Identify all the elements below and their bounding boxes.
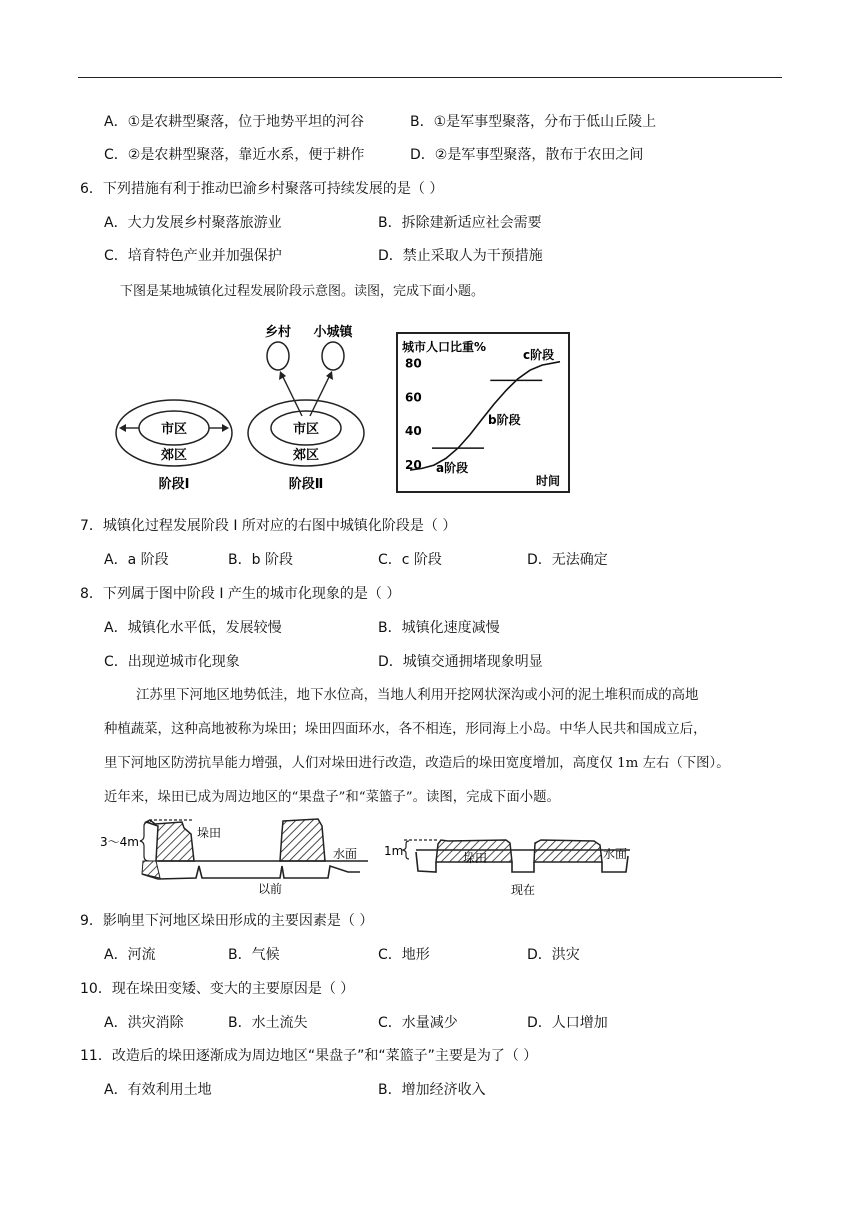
series-line-urban-ratio <box>410 362 560 470</box>
stage2-village-label: 乡村 <box>264 325 292 340</box>
y-tick-label: 20 <box>405 458 422 473</box>
urbanization-curve-chart <box>396 332 571 494</box>
q7-option-d: D．无法确定 <box>527 552 608 568</box>
q7-stem: 7．城镇化过程发展阶段 I 所对应的右图中城镇化阶段是（ ） <box>80 518 457 534</box>
chart-ylabel: 城市人口比重% <box>402 340 487 354</box>
q9-stem: 9．影响里下河地区垛田形成的主要因素是（ ） <box>80 913 374 929</box>
q7-option-c: C．c 阶段 <box>378 552 442 568</box>
annotation-a-stage: a阶段 <box>436 461 469 475</box>
q9-option-a: A．河流 <box>104 947 156 963</box>
stage1-group <box>116 400 232 492</box>
annotation-c-stage: c阶段 <box>523 348 555 362</box>
urban-stage-diagram <box>110 318 380 496</box>
now-water-label: 水面 <box>603 847 628 861</box>
stage1-ring-label: 郊区 <box>160 448 188 463</box>
y-tick-label: 80 <box>405 356 422 371</box>
q6-option-c: C．培育特色产业并加强保护 <box>104 248 282 264</box>
y-tick-label: 40 <box>405 424 422 439</box>
before-caption: 以前 <box>258 882 283 896</box>
chart-xlabel: 时间 <box>536 474 561 488</box>
passage-line-4: 近年来，垛田已成为周边地区的“果盘子”和“菜篮子”。读图，完成下面小题。 <box>104 790 560 805</box>
q5-option-c: C．②是农耕型聚落，靠近水系，便于耕作 <box>104 147 365 163</box>
q8-option-c: C．出现逆城市化现象 <box>104 654 240 670</box>
annotation-b-stage: b阶段 <box>488 413 521 427</box>
q8-stem: 8．下列属于图中阶段 I 产生的城市化现象的是（ ） <box>80 586 401 602</box>
duotian-diagram <box>98 814 638 897</box>
q6-option-b: B．拆除建新适应社会需要 <box>378 215 542 231</box>
y-tick-label: 60 <box>405 390 422 405</box>
stage1-center-label: 市区 <box>160 422 188 437</box>
q10-option-c: C．水量减少 <box>378 1015 458 1031</box>
before-height-label: 3～4m <box>100 835 139 849</box>
q11-stem: 11．改造后的垛田逐渐成为周边地区“果盘子”和“菜篮子”主要是为了（ ） <box>80 1048 538 1064</box>
q7-option-a: A．a 阶段 <box>104 552 169 568</box>
stage2-center-label: 市区 <box>292 422 320 437</box>
passage-line-1: 江苏里下河地区地势低洼，地下水位高，当地人利用开挖网状深沟或小河的泥土堆积而成的高地 <box>136 688 699 703</box>
now-caption: 现在 <box>511 883 536 897</box>
before-land-label: 垛田 <box>197 826 222 840</box>
q5-option-d: D．②是军事型聚落，散布于农田之间 <box>410 147 644 163</box>
q6-option-a: A．大力发展乡村聚落旅游业 <box>104 215 282 231</box>
q11-option-b: B．增加经济收入 <box>378 1082 486 1098</box>
passage-line-3: 里下河地区防涝抗旱能力增强，人们对垛田进行改造，改造后的垛田宽度增加，高度仅 1m 左右（下图）。 <box>104 756 730 771</box>
urban-intro: 下图是某地城镇化过程发展阶段示意图。读图，完成下面小题。 <box>120 284 485 299</box>
before-water-label: 水面 <box>333 847 358 861</box>
q7-option-b: B．b 阶段 <box>228 552 293 568</box>
duotian-before <box>100 819 368 896</box>
header-rule <box>78 77 782 78</box>
passage-line-2: 种植蔬菜，这种高地被称为垛田；垛田四面环水，各不相连，形同海上小岛。中华人民共和国成立后， <box>104 722 707 737</box>
q10-option-b: B．水土流失 <box>228 1015 308 1031</box>
q5-option-a: A．①是农耕型聚落，位于地势平坦的河谷 <box>104 114 365 130</box>
stage2-town-label: 小城镇 <box>313 325 353 340</box>
duotian-now <box>384 840 630 897</box>
q6-stem: 6．下列措施有利于推动巴渝乡村聚落可持续发展的是（ ） <box>80 181 444 197</box>
q8-option-a: A．城镇化水平低，发展较慢 <box>104 620 282 636</box>
stage1-caption: 阶段Ⅰ <box>158 477 190 492</box>
q9-option-c: C．地形 <box>378 947 430 963</box>
q10-option-a: A．洪灾消除 <box>104 1015 184 1031</box>
stage2-group <box>248 324 364 492</box>
stage2-caption: 阶段Ⅱ <box>288 477 324 492</box>
q9-option-d: D．洪灾 <box>527 947 580 963</box>
q10-stem: 10．现在垛田变矮、变大的主要原因是（ ） <box>80 981 355 997</box>
stage2-ring-label: 郊区 <box>292 448 320 463</box>
now-land-label: 垛田 <box>463 851 488 865</box>
now-height-label: 1m <box>384 844 404 858</box>
q8-option-b: B．城镇化速度减慢 <box>378 620 500 636</box>
q11-option-a: A．有效利用土地 <box>104 1082 212 1098</box>
q10-option-d: D．人口增加 <box>527 1015 608 1031</box>
q8-option-d: D．城镇交通拥堵现象明显 <box>378 654 543 670</box>
q5-option-b: B．①是军事型聚落，分布于低山丘陵上 <box>410 114 657 130</box>
q6-option-d: D．禁止采取人为干预措施 <box>378 248 543 264</box>
q9-option-b: B．气候 <box>228 947 280 963</box>
